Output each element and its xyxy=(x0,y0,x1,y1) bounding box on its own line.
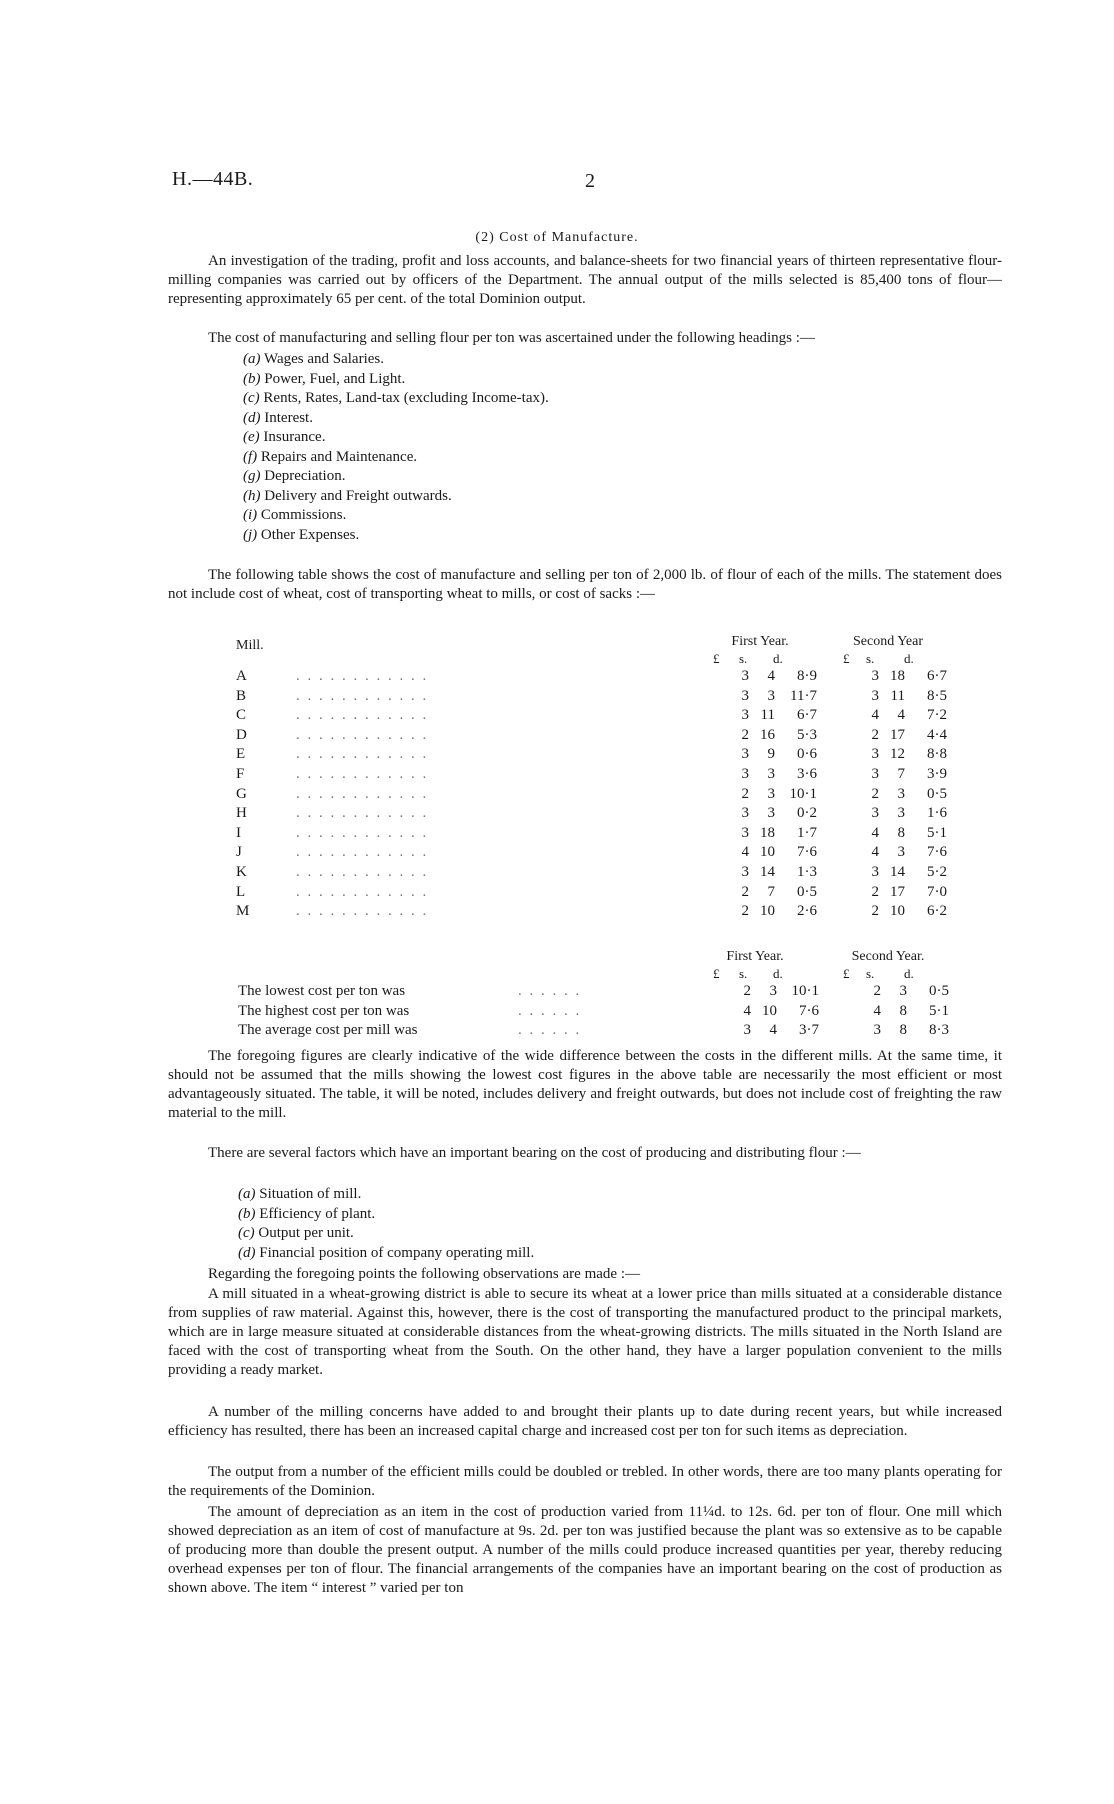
mill-name: E xyxy=(236,746,246,763)
table-row xyxy=(236,863,981,883)
pounds-value: 3 xyxy=(741,668,749,684)
dot-leader: . . . . . . . . . . . . xyxy=(296,765,429,782)
shillings-value: 11 xyxy=(890,687,905,704)
list-item: (c) Rents, Rates, Land-tax (excluding Income-tax). xyxy=(243,390,549,406)
shillings-value: 18 xyxy=(890,668,905,684)
first-year-cost xyxy=(733,1021,863,1041)
shillings-value: 3 xyxy=(767,687,775,704)
page-number: 2 xyxy=(585,170,595,192)
shillings-value: 14 xyxy=(760,863,775,880)
pence-value: 3·9 xyxy=(927,765,947,782)
summary-header-second-year: Second Year. xyxy=(851,949,925,964)
list-item: (a) Wages and Salaries. xyxy=(243,351,384,367)
table-row xyxy=(236,804,981,824)
pounds-value: 2 xyxy=(871,903,879,920)
pounds-value: 4 xyxy=(741,844,749,861)
shillings-value: 7 xyxy=(897,765,905,782)
dot-leader: . . . . . . . . . . . . xyxy=(296,746,429,763)
pence-value: 10·1 xyxy=(791,983,819,999)
list-item: (i) Commissions. xyxy=(243,507,347,523)
unit-pounds: £ xyxy=(713,651,720,666)
shillings-value: 3 xyxy=(767,805,775,822)
dot-leader: . . . . . . . . . . . . xyxy=(296,824,429,841)
pence-value: 0·2 xyxy=(797,805,817,822)
shillings-value: 3 xyxy=(767,785,775,802)
pounds-value: 3 xyxy=(741,765,749,782)
shillings-value: 8 xyxy=(899,1002,907,1019)
pence-value: 7·2 xyxy=(927,707,947,724)
pounds-value: 4 xyxy=(871,824,879,841)
shillings-value: 3 xyxy=(769,983,777,999)
list-item: (b) Power, Fuel, and Light. xyxy=(243,370,406,387)
shillings-value: 10 xyxy=(890,903,905,920)
shillings-value: 3 xyxy=(899,983,907,999)
table-row xyxy=(236,765,981,785)
shillings-value: 8 xyxy=(897,824,905,841)
shillings-value: 17 xyxy=(890,726,905,743)
mill-name: C xyxy=(236,707,247,724)
mill-name: H xyxy=(236,805,247,822)
second-year-cost xyxy=(861,765,981,785)
dot-leader: . . . . . . xyxy=(518,1022,582,1039)
pounds-value: 3 xyxy=(871,746,879,763)
unit-shillings: s. xyxy=(866,651,875,666)
list-item: (d) Financial position of company operating mill. xyxy=(238,1244,535,1261)
dot-leader: . . . . . . . . . . . . xyxy=(296,844,429,861)
pence-value: 2·6 xyxy=(797,903,817,920)
pence-value: 0·5 xyxy=(929,983,949,999)
pounds-value: 2 xyxy=(741,785,749,802)
dot-leader: . . . . . . . . . . . . xyxy=(296,863,429,880)
pounds-value: 3 xyxy=(741,863,749,880)
pence-value: 6·7 xyxy=(927,668,947,684)
first-year-cost xyxy=(731,785,861,805)
pounds-value: 3 xyxy=(871,805,879,822)
summary-label: The average cost per mill was xyxy=(238,1022,418,1039)
mill-name: G xyxy=(236,785,247,802)
summary-label: The lowest cost per ton was xyxy=(238,983,406,999)
table-header-second-year: Second Year xyxy=(853,634,923,649)
pounds-value: 3 xyxy=(871,765,879,782)
list-item: (h) Delivery and Freight outwards. xyxy=(243,487,452,504)
dot-leader: . . . . . . . . . . . . xyxy=(296,805,429,822)
summary-header-first-year: First Year. xyxy=(726,949,784,964)
table-row xyxy=(236,785,981,805)
second-year-cost xyxy=(863,982,983,1002)
first-year-cost xyxy=(731,863,861,883)
second-year-cost xyxy=(861,745,981,765)
paragraph-observations-intro: Regarding the foregoing points the following observations are made :— xyxy=(208,1266,640,1282)
table-header-mill: Mill. xyxy=(236,638,264,653)
pence-value: 4·4 xyxy=(927,726,947,743)
dot-leader: . . . . . . . . . . . . xyxy=(296,903,429,920)
unit-pence: d. xyxy=(773,651,783,666)
pounds-value: 3 xyxy=(741,824,749,841)
mill-name: L xyxy=(236,883,246,900)
paragraph-mill-situation: A mill situated in a wheat-growing district is able to secure its wheat at a lower price than mills situated at a considerable distance from supplies of raw material. Against this, however, there is the cost of transporting the manufactured product to the principal markets, which are in large measure situated at considerable distances from the wheat-growing districts. The mills situated in the North Island are faced with the cost of transporting wheat from the South. On the other hand, they have a larger population convenient to the mills providing a ready market. xyxy=(168,1286,1002,1378)
second-year-cost xyxy=(861,785,981,805)
unit-pence: d. xyxy=(904,651,914,666)
pounds-value: 4 xyxy=(873,1002,881,1019)
pence-value: 8·3 xyxy=(929,1022,949,1039)
first-year-cost xyxy=(731,804,861,824)
pounds-value: 4 xyxy=(743,1002,751,1019)
pounds-value: 2 xyxy=(741,883,749,900)
second-year-cost xyxy=(861,706,981,726)
paragraph-foregoing-figures: The foregoing figures are clearly indicative of the wide difference between the costs in the different mills. At the same time, it should not be assumed that the mills showing the lowest cost figures in the above table are necessarily the most efficient or most advantageously situated. The table, it will be noted, includes delivery and freight outwards, but does not include cost of freighting the raw material to the mill. xyxy=(168,1048,1002,1121)
mill-cost-table xyxy=(236,667,981,922)
dot-leader: . . . . . . xyxy=(518,1002,582,1019)
table-row xyxy=(236,745,981,765)
list-item: (g) Depreciation. xyxy=(243,468,346,484)
dot-leader: . . . . . . xyxy=(518,983,582,999)
table-row xyxy=(236,726,981,746)
first-year-cost xyxy=(731,745,861,765)
list-item: (d) Interest. xyxy=(243,409,313,426)
list-item: (f) Repairs and Maintenance. xyxy=(243,448,418,465)
pence-value: 5·1 xyxy=(929,1002,949,1019)
mill-name: K xyxy=(236,863,247,880)
second-year-cost xyxy=(861,726,981,746)
shillings-value: 3 xyxy=(897,785,905,802)
pence-value: 11·7 xyxy=(790,687,817,704)
summary-cost-table-body xyxy=(238,982,983,1041)
shillings-value: 18 xyxy=(760,824,775,841)
dot-leader: . . . . . . . . . . . . xyxy=(296,707,429,724)
first-year-cost xyxy=(731,843,861,863)
pence-value: 7·0 xyxy=(927,883,947,900)
pounds-value: 2 xyxy=(741,726,749,743)
paragraph-depreciation: The amount of depreciation as an item in the cost of production varied from 11¼d. to 12s. 6d. per ton of flour. One mill which showed depreciation as an item of cost of manufacture at 9s. 2d. per ton was justified because the plant was so extensive as to be capable of producing more than double the present output. A number of the mills could produce increased quantities per year, thereby reducing overhead expenses per ton of flour. The financial arrangements of the companies have an important bearing on the cost of production as shown above. The item “ interest ” varied per ton xyxy=(168,1504,1002,1596)
mill-name: I xyxy=(236,824,241,841)
paragraph-table-intro: The following table shows the cost of manufacture and selling per ton of 2,000 lb. of flour of each of the mills. The statement does not include cost of wheat, cost of transporting wheat to mills, or cost of sacks :— xyxy=(168,567,1002,602)
shillings-value: 3 xyxy=(897,844,905,861)
pounds-value: 3 xyxy=(741,746,749,763)
document-reference: H.—44B. xyxy=(172,168,254,190)
pounds-value: 2 xyxy=(873,983,881,999)
table-row xyxy=(236,687,981,707)
paragraph-investigation: An investigation of the trading, profit and loss accounts, and balance-sheets for two financial years of thirteen representative flour-milling companies was carried out by officers of the Department. The annual output of the mills selected is 85,400 tons of flour—representing approximately 65 per cent. of the total Dominion output. xyxy=(168,253,1002,307)
pence-value: 0·5 xyxy=(927,785,947,802)
unit-pounds: £ xyxy=(843,966,850,981)
table-row xyxy=(236,824,981,844)
unit-pounds: £ xyxy=(843,651,850,666)
mill-name: D xyxy=(236,726,247,743)
paragraph-efficiency: A number of the milling concerns have added to and brought their plants up to date during recent years, but while increased efficiency has resulted, there has been an increased capital charge and increased cost per ton for such items as depreciation. xyxy=(168,1404,1002,1439)
pounds-value: 3 xyxy=(871,687,879,704)
dot-leader: . . . . . . . . . . . . xyxy=(296,726,429,743)
pounds-value: 3 xyxy=(871,863,879,880)
second-year-cost xyxy=(861,804,981,824)
list-item: (b) Efficiency of plant. xyxy=(238,1205,376,1222)
second-year-cost xyxy=(861,863,981,883)
table-row xyxy=(238,982,983,1002)
pounds-value: 4 xyxy=(871,844,879,861)
pounds-value: 2 xyxy=(871,883,879,900)
second-year-cost xyxy=(861,667,981,687)
list-item: (c) Output per unit. xyxy=(238,1225,354,1241)
shillings-value: 3 xyxy=(897,805,905,822)
dot-leader: . . . . . . . . . . . . xyxy=(296,687,429,704)
pence-value: 7·6 xyxy=(799,1002,819,1019)
pounds-value: 3 xyxy=(743,1022,751,1039)
unit-pounds: £ xyxy=(713,966,720,981)
pence-value: 5·2 xyxy=(927,863,947,880)
shillings-value: 4 xyxy=(767,668,775,684)
mill-name: B xyxy=(236,687,247,704)
paragraph-factors-intro: There are several factors which have an important bearing on the cost of producing and distributing flour :— xyxy=(208,1145,861,1161)
shillings-value: 11 xyxy=(760,707,775,724)
table-row xyxy=(238,1002,983,1022)
unit-shillings: s. xyxy=(739,651,748,666)
unit-shillings: s. xyxy=(866,966,875,981)
pence-value: 5·1 xyxy=(927,824,947,841)
summary-cost-table xyxy=(238,982,983,1041)
cost-headings-list xyxy=(243,350,549,545)
unit-pence: d. xyxy=(904,966,914,981)
mill-name: A xyxy=(236,668,247,684)
pounds-value: 4 xyxy=(871,707,879,724)
table-row xyxy=(236,706,981,726)
second-year-cost xyxy=(861,843,981,863)
pence-value: 8·8 xyxy=(927,746,947,763)
pence-value: 6·2 xyxy=(927,903,947,920)
first-year-cost xyxy=(733,982,863,1002)
shillings-value: 10 xyxy=(762,1002,777,1019)
mill-name: J xyxy=(236,844,242,861)
pence-value: 0·6 xyxy=(797,746,817,763)
first-year-cost xyxy=(731,667,861,687)
section-title: (2) Cost of Manufacture. xyxy=(475,230,639,245)
list-item: (a) Situation of mill. xyxy=(238,1186,362,1202)
table-row xyxy=(236,667,981,687)
pence-value: 1·6 xyxy=(927,805,947,822)
pence-value: 8·9 xyxy=(797,668,817,684)
pence-value: 1·3 xyxy=(797,863,817,880)
dot-leader: . . . . . . . . . . . . xyxy=(296,883,429,900)
pence-value: 5·3 xyxy=(797,726,817,743)
shillings-value: 14 xyxy=(890,863,905,880)
shillings-value: 4 xyxy=(769,1022,777,1039)
table-header-first-year: First Year. xyxy=(731,634,789,649)
table-row xyxy=(236,883,981,903)
pounds-value: 2 xyxy=(741,903,749,920)
first-year-cost xyxy=(733,1002,863,1022)
pence-value: 0·5 xyxy=(797,883,817,900)
table-row xyxy=(236,843,981,863)
pence-value: 10·1 xyxy=(789,785,817,802)
pounds-value: 3 xyxy=(871,668,879,684)
shillings-value: 3 xyxy=(767,765,775,782)
pounds-value: 3 xyxy=(741,687,749,704)
summary-label: The highest cost per ton was xyxy=(238,1002,410,1019)
shillings-value: 7 xyxy=(767,883,775,900)
paragraph-output: The output from a number of the efficient mills could be doubled or trebled. In other words, there are too many plants operating for the requirements of the Dominion. xyxy=(168,1464,1002,1499)
first-year-cost xyxy=(731,883,861,903)
list-item: (e) Insurance. xyxy=(243,429,326,445)
second-year-cost xyxy=(861,824,981,844)
mill-name: F xyxy=(236,765,245,782)
pounds-value: 2 xyxy=(743,983,751,999)
pounds-value: 2 xyxy=(871,785,879,802)
pence-value: 8·5 xyxy=(927,687,947,704)
second-year-cost xyxy=(861,902,981,922)
unit-shillings: s. xyxy=(739,966,748,981)
table-row xyxy=(236,902,981,922)
shillings-value: 12 xyxy=(890,746,905,763)
mill-cost-table-body xyxy=(236,667,981,922)
dot-leader: . . . . . . . . . . . . xyxy=(296,785,429,802)
pence-value: 3·7 xyxy=(799,1022,819,1039)
first-year-cost xyxy=(731,902,861,922)
shillings-value: 4 xyxy=(897,707,905,724)
pounds-value: 3 xyxy=(741,707,749,724)
first-year-cost xyxy=(731,824,861,844)
pounds-value: 2 xyxy=(871,726,879,743)
shillings-value: 10 xyxy=(760,844,775,861)
shillings-value: 8 xyxy=(899,1022,907,1039)
pence-value: 3·6 xyxy=(797,765,817,782)
first-year-cost xyxy=(731,765,861,785)
list-item: (j) Other Expenses. xyxy=(243,526,360,543)
pence-value: 7·6 xyxy=(927,844,947,861)
pounds-value: 3 xyxy=(873,1022,881,1039)
first-year-cost xyxy=(731,687,861,707)
unit-pence: d. xyxy=(773,966,783,981)
shillings-value: 10 xyxy=(760,903,775,920)
second-year-cost xyxy=(861,687,981,707)
dot-leader: . . . . . . . . . . . . xyxy=(296,668,429,684)
mill-name: M xyxy=(236,903,250,920)
shillings-value: 16 xyxy=(760,726,775,743)
table-row xyxy=(238,1021,983,1041)
first-year-cost xyxy=(731,706,861,726)
pence-value: 6·7 xyxy=(797,707,817,724)
first-year-cost xyxy=(731,726,861,746)
shillings-value: 17 xyxy=(890,883,905,900)
second-year-cost xyxy=(863,1002,983,1022)
second-year-cost xyxy=(863,1021,983,1041)
shillings-value: 9 xyxy=(767,746,775,763)
pounds-value: 3 xyxy=(741,805,749,822)
pence-value: 1·7 xyxy=(797,824,817,841)
pence-value: 7·6 xyxy=(797,844,817,861)
second-year-cost xyxy=(861,883,981,903)
factors-list xyxy=(238,1185,534,1263)
paragraph-headings-intro: The cost of manufacturing and selling flour per ton was ascertained under the following headings :— xyxy=(208,330,815,346)
